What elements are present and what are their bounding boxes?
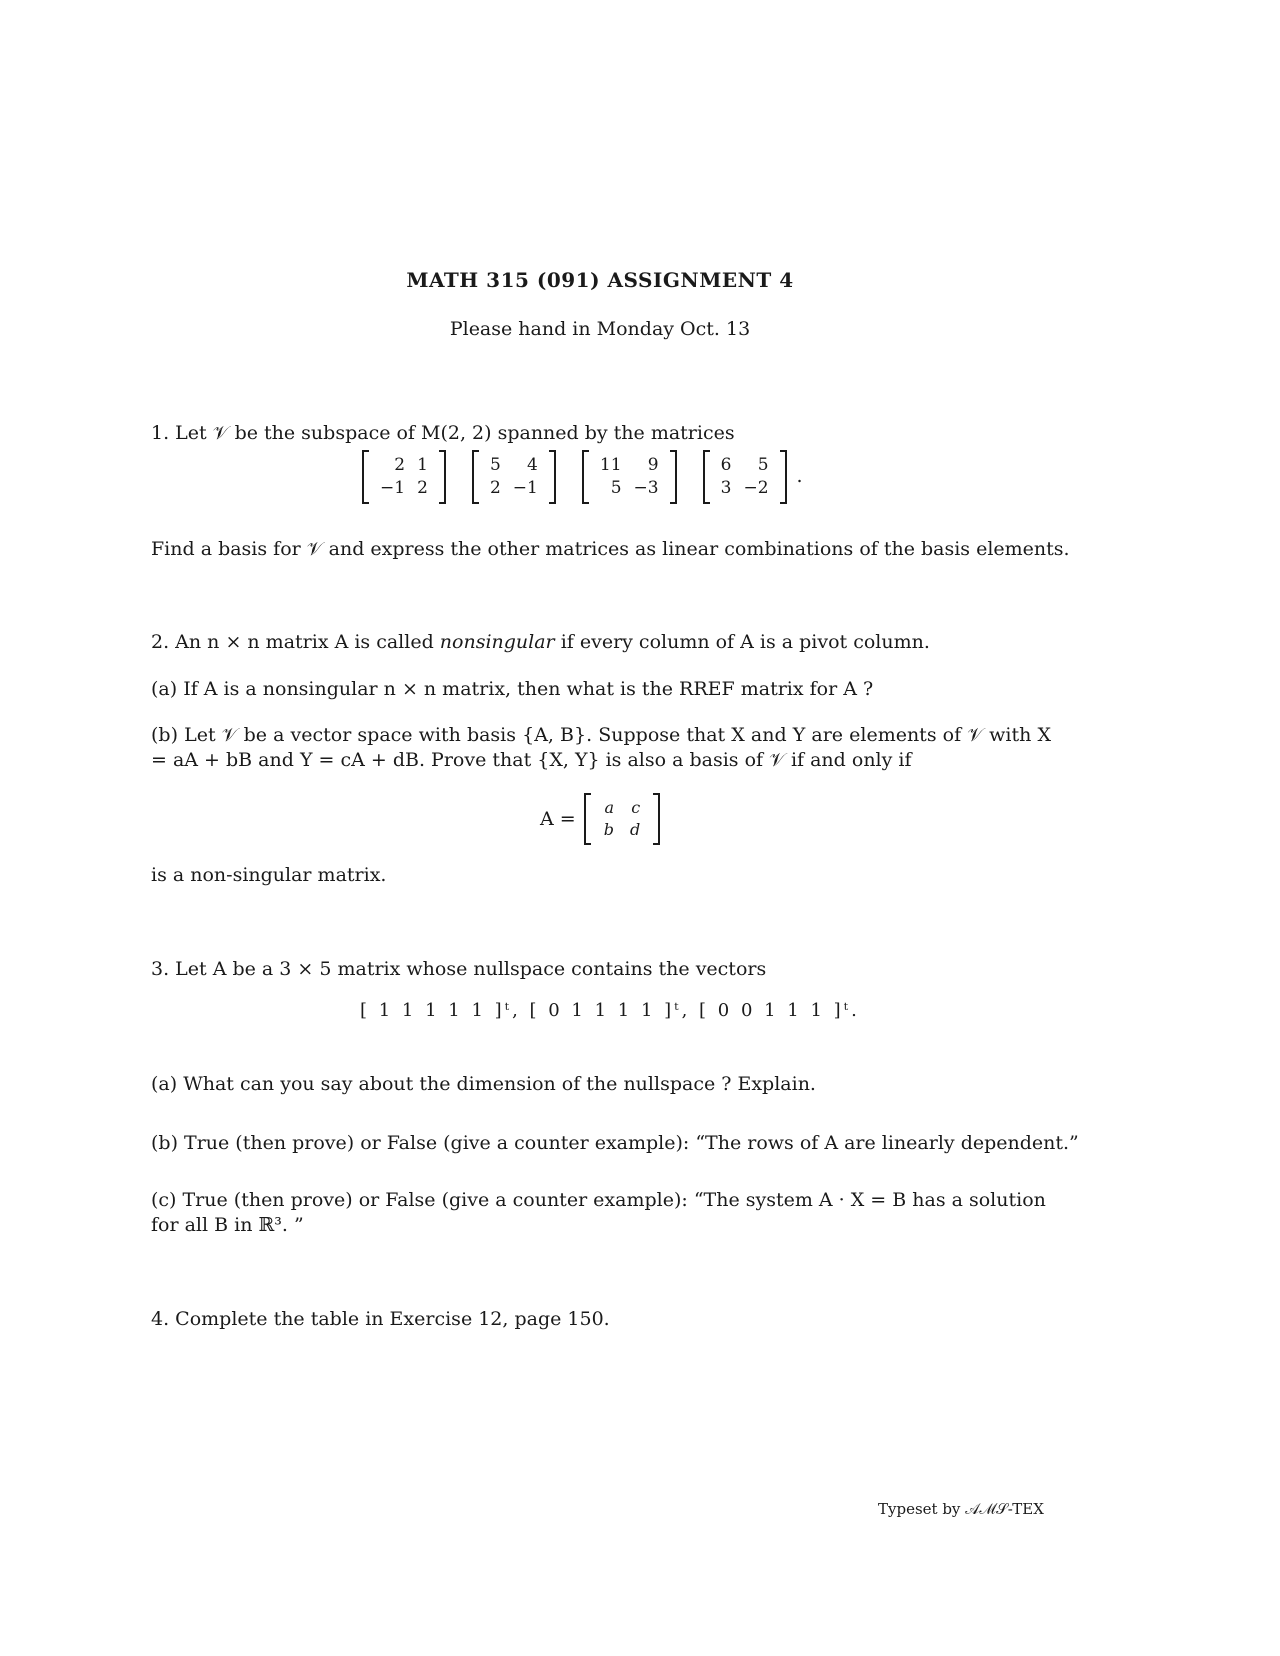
page-title: MATH 315 (091) ASSIGNMENT 4: [406, 268, 794, 292]
problem2-matrix: [540, 795, 670, 843]
nullspace-vectors: [ 1 1 1 1 1 ]ᵗ, [ 0 1 1 1 1 ]ᵗ, [ 0 0 1 1 1 ]ᵗ.: [360, 1000, 860, 1021]
problem2-part-b: (b) Let 𝒱 be a vector space with basis {A, B}. Suppose that X and Y are elements of 𝒱 with X = aA + bB and Y = cA + dB. Prove that {X, Y} is also a basis of 𝒱 if and only if: [151, 724, 1051, 771]
problem3-part-c: (c) True (then prove) or False (give a counter example): “The system A · X = B has a solution for all B in ℝ³. ”: [151, 1189, 1046, 1236]
problem4-text: 4. Complete the table in Exercise 12, page 150.: [151, 1308, 610, 1330]
problem1-matrices: [352, 452, 803, 502]
problem1-task: Find a basis for 𝒱 and express the other matrices as linear combinations of the basis elements.: [151, 538, 1070, 560]
matrix-4: 6 5 3 −2: [705, 452, 785, 502]
page-subtitle: Please hand in Monday Oct. 13: [449, 318, 751, 340]
problem3-intro: 3. Let A be a 3 × 5 matrix whose nullspace contains the vectors: [151, 958, 767, 980]
matrices-end-period: .: [796, 465, 803, 487]
matrix-3: 11 9 5 −3: [584, 452, 675, 502]
typeset-footer: Typeset by 𝒜ℳ𝒮-TEX: [878, 1500, 1044, 1518]
problem3-part-a: (a) What can you say about the dimension of the nullspace ? Explain.: [151, 1073, 816, 1095]
problem1-intro: 1. Let 𝒱 be the subspace of M(2, 2) spanned by the matrices: [151, 422, 735, 444]
problem2-intro: 2. An n × n matrix A is called nonsingular if every column of A is a pivot column.: [151, 631, 930, 653]
problem2-part-a: (a) If A is a nonsingular n × n matrix, then what is the RREF matrix for A ?: [151, 678, 874, 700]
term-nonsingular: nonsingular: [439, 631, 555, 653]
problem2-conclusion: is a non-singular matrix.: [151, 864, 387, 886]
problem3-part-b: (b) True (then prove) or False (give a counter example): “The rows of A are linearly dependent.”: [151, 1132, 1079, 1154]
matrix-lhs: A =: [540, 808, 576, 830]
abcd-matrix: a c b d: [586, 795, 659, 843]
matrix-2: 5 4 2 −1: [474, 452, 554, 502]
matrix-1: 2 1 −1 2: [364, 452, 444, 502]
